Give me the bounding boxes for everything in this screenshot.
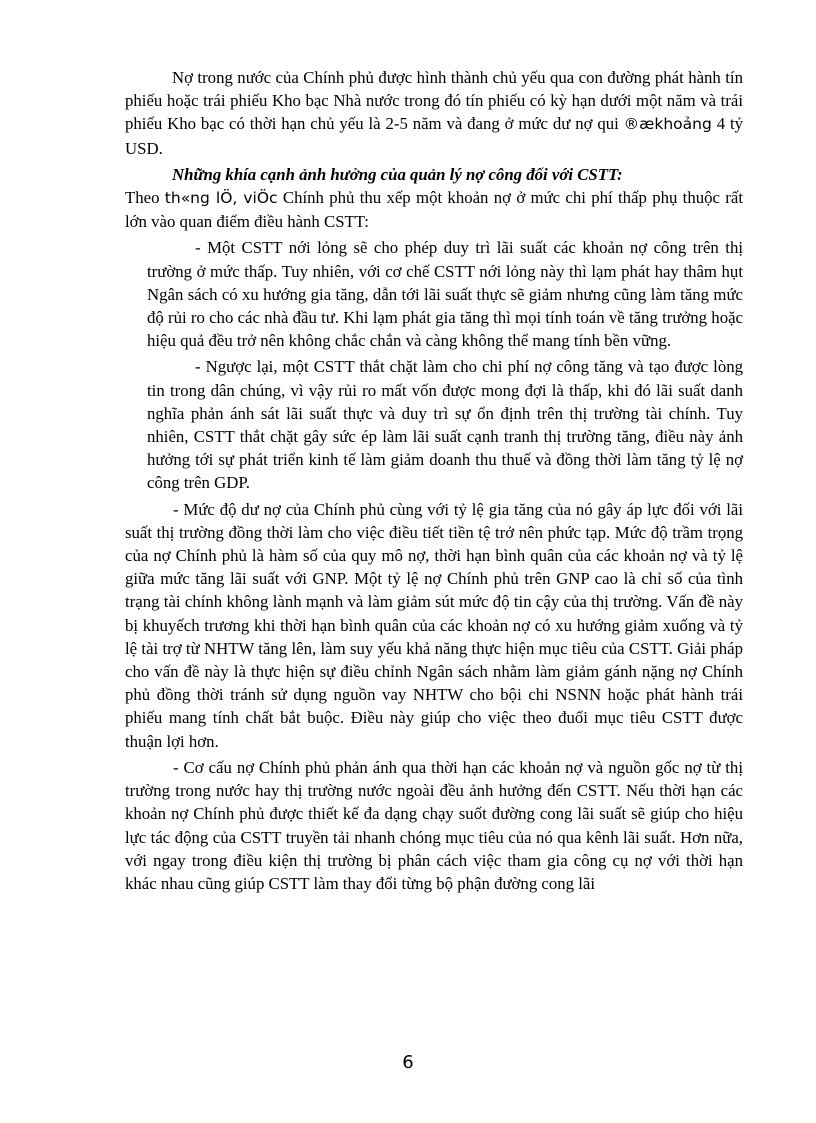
paragraph-text: Theo — [125, 188, 160, 208]
paragraph-text: Nợ trong nước của Chính phủ được hình thành chủ yếu qua con đường phát hành tín phiếu hoặc trái phiếu Kho bạc Nhà nước trong đó tín phiếu có kỳ hạn dưới một năm và trái phiếu Kho bạc có thời hạn chủ yếu là 2-5 năm và đang ở mức dư nợ qui — [125, 68, 743, 134]
paragraph-heading-block — [125, 163, 743, 234]
document-body — [125, 66, 743, 898]
garbled-text: th«ng lÖ, viÖc — [164, 189, 278, 208]
paragraph-text-end: 4 tỷ USD. — [125, 114, 744, 158]
bullet-paragraph-loose-policy: - Một CSTT nới lỏng sẽ cho phép duy trì lãi suất các khoản nợ công trên thị trường ở mức thấp. Tuy nhiên, với cơ chế CSTT nới lỏng này thì lạm phát hay thâm hụt Ngân sách có xu hướng gia tăng, dẫn tới lãi suất thực sẽ giảm nhưng cũng làm tăng mức độ rủi ro cho các nhà đầu tư. Khi lạm phát gia tăng thì mọi tính toán về tăng trưởng hoặc hiệu quả đều trở nên không chắc chắn và càng không thể mang tính bền vững. — [147, 238, 743, 351]
paragraph-domestic-debt — [125, 66, 743, 160]
bullet-paragraph-debt-level: - Mức độ dư nợ của Chính phủ cùng với tỷ lệ gia tăng của nó gây áp lực đối với lãi suất thị trường đồng thời làm cho việc điều tiết tiền tệ trở nên phức tạp. Mức độ trầm trọng của nợ Chính phủ là hàm số của quy mô nợ, thời hạn bình quân của các khoản nợ và tỷ lệ giữa mức tăng lãi suất với GNP. Một tỷ lệ nợ Chính phủ trên GNP cao là chỉ số của tình trạng tài chính không lành mạnh và làm giảm sút mức độ tin cậy của thị trường. Vấn đề này bị khuyếch trương khi thời hạn bình quân của các khoản nợ có xu hướng giảm xuống và tỷ lệ tài trợ từ NHTW tăng lên, làm suy yếu khả năng thực hiện mục tiêu của CSTT. Giải pháp cho vấn đề này là thực hiện sự điều chỉnh Ngân sách nhằm làm giảm gánh nặng nợ Chính phủ đồng thời tránh sử dụng nguồn vay NHTW cho bội chi NSNN hoặc phát hành trái phiếu mang tính chất bắt buộc. Điều này giúp cho việc theo đuổi mục tiêu CSTT được thuận lợi hơn. — [125, 499, 743, 751]
paragraph-text-end: Chính phủ thu xếp một khoản nợ ở mức chi phí thấp phụ thuộc rất lớn vào quan điểm điều hành CSTT: — [125, 188, 743, 232]
bullet-paragraph-tight-policy: - Ngược lại, một CSTT thắt chặt làm cho chi phí nợ công tăng và tạo được lòng tin trong dân chúng, vì vậy rủi ro mất vốn được mong đợi là thấp, khi đó lãi suất danh nghĩa phản ánh sát lãi suất thực và duy trì sự ổn định trên thị trường tài chính. Tuy nhiên, CSTT thắt chặt gây sức ép làm lãi suất cạnh tranh thị trường tăng, điều này ảnh hưởng tới sự phát triển kinh tế làm giảm doanh thu thuế và đồng thời làm tăng tỷ lệ nợ công trên GDP. — [147, 357, 743, 493]
section-heading: Những khía cạnh ảnh hưởng của quản lý nợ công đối với CSTT: — [172, 164, 623, 184]
garbled-text: ®ækhoảng — [623, 115, 712, 134]
bullet-list — [125, 236, 743, 494]
page-number: 6 — [402, 1052, 414, 1073]
bullet-paragraph-debt-structure: - Cơ cấu nợ Chính phủ phản ánh qua thời hạn các khoản nợ và nguồn gốc nợ từ thị trường trong nước hay thị trường nước ngoài đều ảnh hưởng đến CSTT. Nếu thời hạn các khoản nợ Chính phủ được thiết kế đa dạng chạy suốt đường cong lãi suất sẽ giúp cho hiệu lực tác động của CSTT truyền tải nhanh chóng mục tiêu của nó qua kênh lãi suất. Hơn nữa, với ngay trong điều kiện thị trường bị phân cách việc tham gia công cụ nợ với thời hạn khác nhau cũng giúp CSTT làm thay đổi từng bộ phận đường cong lãi — [125, 757, 743, 893]
